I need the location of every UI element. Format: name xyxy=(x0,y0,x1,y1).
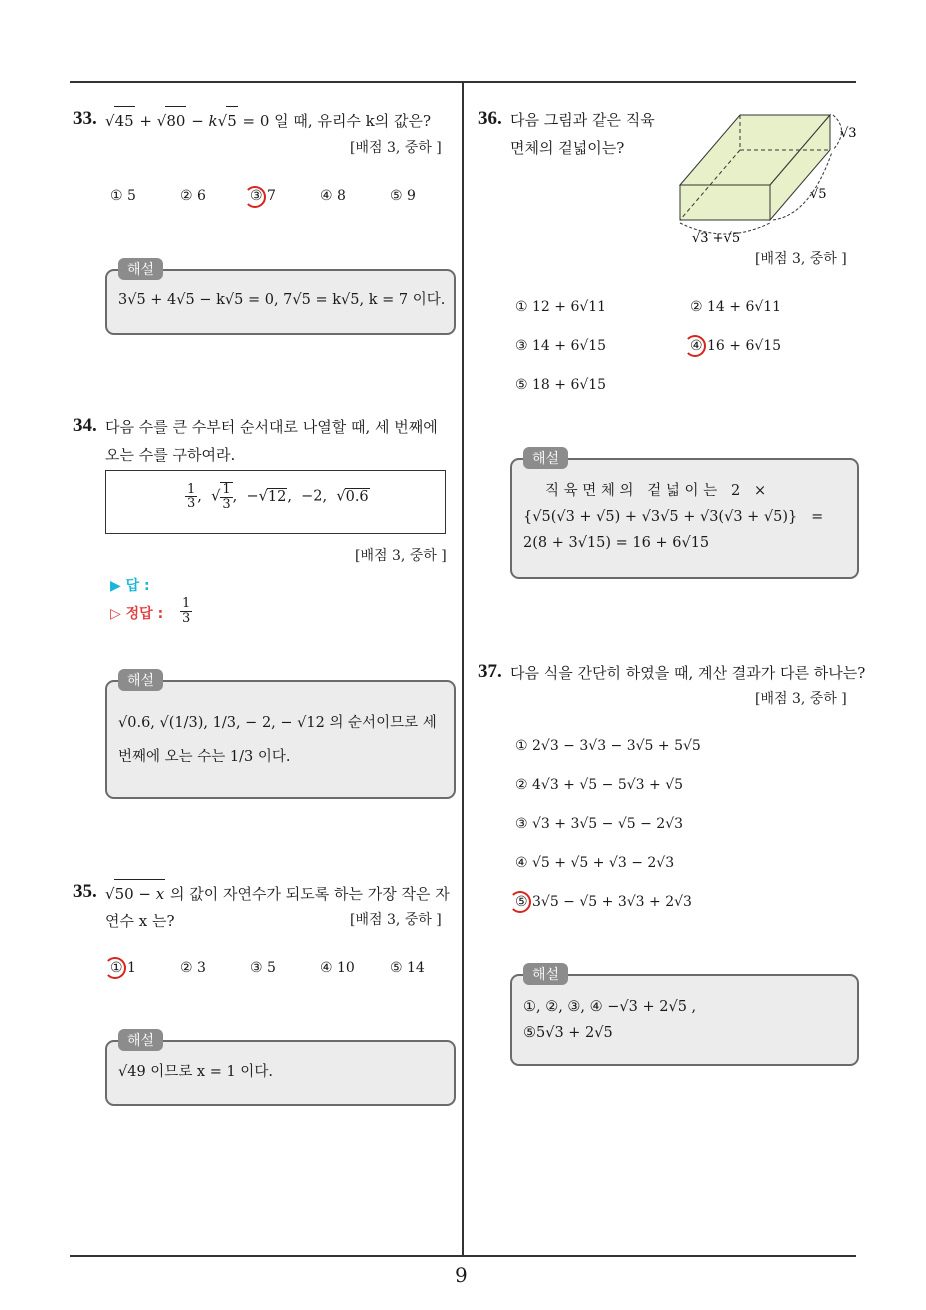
q36-choice-3[interactable]: ③ 14 + 6√15 xyxy=(515,338,607,354)
q37-choice-5[interactable]: ⑤ 3√5 − √5 + 3√3 + 2√3 xyxy=(515,894,692,910)
q36-choice-4[interactable]: ④ 16 + 6√15 xyxy=(690,338,782,354)
q33-choice-1[interactable]: ① 5 xyxy=(110,188,136,204)
q34-solution-box xyxy=(105,680,456,799)
q35-answer-mark xyxy=(104,957,126,979)
q33-solution-text: 3√5 + 4√5 − k√5 = 0, 7√5 = k√5, k = 7 이다. xyxy=(118,292,446,308)
q37-solution-line1: ①, ②, ③, ④ −√3 + 2√5 , xyxy=(523,999,697,1015)
q35-stem-line2: 연수 x 는? xyxy=(105,912,175,930)
q34-stem-line1: 다음 수를 큰 수부터 순서대로 나열할 때, 세 번째에 xyxy=(105,418,438,436)
column-divider xyxy=(462,81,464,1257)
q37-choice-1[interactable]: ① 2√3 − 3√3 − 3√5 + 5√5 xyxy=(515,738,701,754)
q37-meta: [배점 3, 중하 ] xyxy=(755,691,847,707)
q36-answer-mark xyxy=(684,335,706,357)
q37-stem: 다음 식을 간단히 하였을 때, 계산 결과가 다른 하나는? xyxy=(510,664,866,682)
q37-choice-3[interactable]: ③ √3 + 3√5 − √5 − 2√3 xyxy=(515,816,684,832)
q33-choice-2[interactable]: ② 6 xyxy=(180,188,206,204)
page-number: 9 xyxy=(455,1263,468,1287)
q36-solution-line3: 2(8 + 3√15) = 16 + 6√15 xyxy=(523,535,710,551)
q35-choice-1[interactable]: ① 1 xyxy=(110,960,136,976)
q36-choice-5[interactable]: ⑤ 18 + 6√15 xyxy=(515,377,607,393)
q33-stem-tail: = 0 일 때, 유리수 k의 값은? xyxy=(242,112,432,130)
label-sqrt3-plus-sqrt5: √3 +√5 xyxy=(692,231,741,246)
q34-solution-line1: √0.6, √(1/3), 1/3, − 2, − √12 의 순서이므로 세 xyxy=(118,715,437,731)
q34-number-list: $\frac{1}{3}$ , √ $\frac{1}{3}$ , −√12, −2, √0.6 xyxy=(187,481,369,512)
q35-expression: √50 − x xyxy=(105,885,165,903)
q36-stem-line2: 면체의 겉넓이는? xyxy=(510,139,625,157)
q37-choice-4[interactable]: ④ √5 + √5 + √3 − 2√3 xyxy=(515,855,675,871)
q33-choice-3[interactable]: ③ 7 xyxy=(250,188,276,204)
q33-answer-mark xyxy=(244,186,266,208)
q36-solution-line1: 직 육 면 체 의 겉 넓 이 는 2 × xyxy=(545,483,767,499)
q35-choice-4[interactable]: ④ 10 xyxy=(320,960,355,976)
q34-correct-label: ▷ 정답 : xyxy=(110,606,164,622)
q37-solution-tab: 해설 xyxy=(523,963,568,985)
q33-choice-4[interactable]: ④ 8 xyxy=(320,188,346,204)
q33-meta: [배점 3, 중하 ] xyxy=(350,140,442,156)
q36-meta: [배점 3, 중하 ] xyxy=(755,251,847,267)
q36-solution-line2: {√5(√3 + √5) + √3√5 + √3(√3 + √5)} = xyxy=(523,509,824,525)
q35-solution-text: √49 이므로 x = 1 이다. xyxy=(118,1064,273,1080)
q36-choice-1[interactable]: ① 12 + 6√11 xyxy=(515,299,607,315)
q35-choice-2[interactable]: ② 3 xyxy=(180,960,206,976)
q34-stem-line2: 오는 수를 구하여라. xyxy=(105,446,236,464)
label-sqrt3: √3 xyxy=(840,126,857,141)
q33-number: 33. xyxy=(73,108,97,129)
q34-number: 34. xyxy=(73,415,97,436)
q33-expression: √45 + √80 − k√5 xyxy=(105,112,238,130)
cuboid-figure xyxy=(670,105,865,250)
q34-solution-line2: 번째에 오는 수는 1/3 이다. xyxy=(118,749,291,765)
q37-choice-2[interactable]: ② 4√3 + √5 − 5√3 + √5 xyxy=(515,777,684,793)
q37-solution-line2: ⑤5√3 + 2√5 xyxy=(523,1025,613,1041)
q36-choice-2[interactable]: ② 14 + 6√11 xyxy=(690,299,782,315)
q33-solution-tab: 해설 xyxy=(118,258,163,280)
q34-correct-value: $\frac{1}{3}$ xyxy=(182,596,191,626)
q35-stem-tail: 의 값이 자연수가 되도록 하는 가장 작은 자 xyxy=(170,885,450,903)
q34-solution-tab: 해설 xyxy=(118,669,163,691)
q35-choice-5[interactable]: ⑤ 14 xyxy=(390,960,425,976)
q37-answer-mark xyxy=(509,891,531,913)
q35-stem xyxy=(105,879,450,908)
q36-stem-line1: 다음 그림과 같은 직육 xyxy=(510,111,655,129)
label-sqrt5: √5 xyxy=(810,187,827,202)
q35-choice-3[interactable]: ③ 5 xyxy=(250,960,276,976)
q34-meta: [배점 3, 중하 ] xyxy=(355,548,447,564)
q35-solution-tab: 해설 xyxy=(118,1029,163,1051)
cuboid-front-face xyxy=(680,185,770,220)
q34-answer-label[interactable]: ▶ 답 : xyxy=(110,578,150,594)
q35-number: 35. xyxy=(73,881,97,902)
q36-solution-tab: 해설 xyxy=(523,447,568,469)
q37-number: 37. xyxy=(478,661,502,682)
q36-number: 36. xyxy=(478,108,502,129)
q35-meta: [배점 3, 중하 ] xyxy=(350,912,442,928)
bottom-rule xyxy=(70,1255,856,1257)
q33-choice-5[interactable]: ⑤ 9 xyxy=(390,188,416,204)
q33-stem xyxy=(105,106,431,135)
